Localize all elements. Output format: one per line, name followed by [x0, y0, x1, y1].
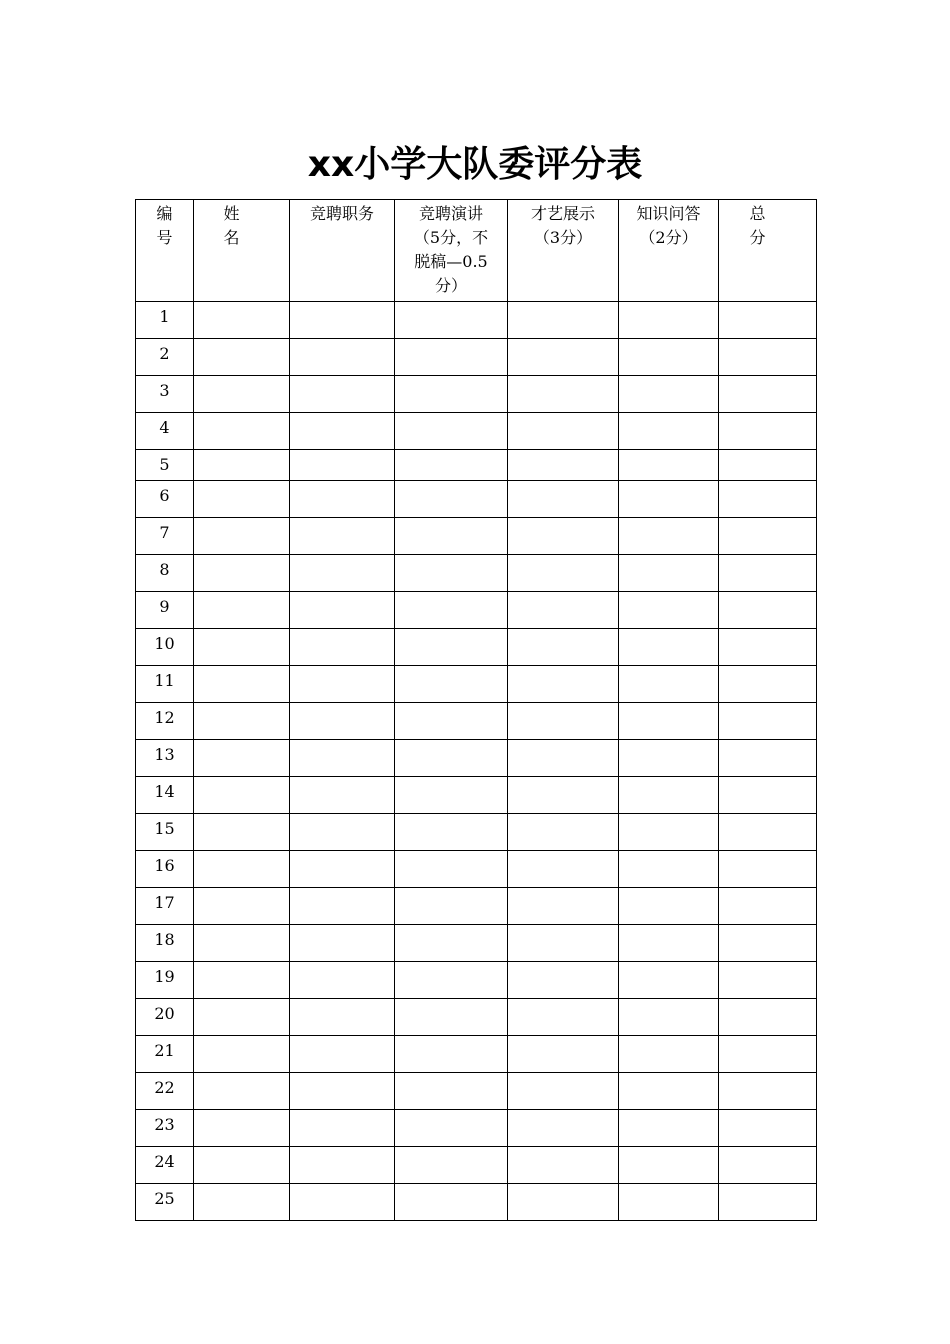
row-number-cell: 25 [136, 1184, 194, 1221]
quiz-score-cell[interactable] [619, 1110, 719, 1147]
quiz-score-cell[interactable] [619, 302, 719, 339]
talent-score-cell[interactable] [508, 450, 619, 481]
position-cell[interactable] [290, 629, 395, 666]
table-row [136, 925, 817, 962]
position-cell[interactable] [290, 703, 395, 740]
total-score-cell[interactable] [719, 925, 817, 962]
speech-score-cell[interactable] [395, 777, 508, 814]
name-cell[interactable] [194, 851, 290, 888]
speech-score-cell[interactable] [395, 450, 508, 481]
row-number-cell: 23 [136, 1110, 194, 1147]
table-row [136, 703, 817, 740]
name-cell[interactable] [194, 1036, 290, 1073]
position-cell[interactable] [290, 1036, 395, 1073]
table-row [136, 740, 817, 777]
speech-score-cell[interactable] [395, 376, 508, 413]
total-score-cell[interactable] [719, 999, 817, 1036]
name-cell[interactable] [194, 740, 290, 777]
speech-score-cell[interactable] [395, 1184, 508, 1221]
quiz-score-cell[interactable] [619, 666, 719, 703]
table-row [136, 777, 817, 814]
total-score-cell[interactable] [719, 376, 817, 413]
total-score-cell[interactable] [719, 851, 817, 888]
row-number-cell: 5 [136, 450, 194, 481]
talent-score-cell[interactable] [508, 1110, 619, 1147]
total-score-cell[interactable] [719, 1147, 817, 1184]
row-number-cell: 22 [136, 1073, 194, 1110]
row-number-cell: 2 [136, 339, 194, 376]
total-score-cell[interactable] [719, 814, 817, 851]
position-cell[interactable] [290, 518, 395, 555]
name-cell[interactable] [194, 481, 290, 518]
position-cell[interactable] [290, 450, 395, 481]
quiz-score-cell[interactable] [619, 1184, 719, 1221]
speech-score-cell[interactable] [395, 888, 508, 925]
row-number-cell: 1 [136, 302, 194, 339]
speech-score-cell[interactable] [395, 1147, 508, 1184]
name-cell[interactable] [194, 777, 290, 814]
speech-score-cell[interactable] [395, 740, 508, 777]
quiz-score-cell[interactable] [619, 1073, 719, 1110]
row-number-cell: 19 [136, 962, 194, 999]
speech-score-cell[interactable] [395, 814, 508, 851]
header-position: 竞聘职务 [290, 200, 395, 302]
position-cell[interactable] [290, 481, 395, 518]
quiz-score-cell[interactable] [619, 555, 719, 592]
table-row [136, 592, 817, 629]
quiz-score-cell[interactable] [619, 925, 719, 962]
talent-score-cell[interactable] [508, 413, 619, 450]
header-talent [508, 200, 619, 302]
quiz-score-cell[interactable] [619, 888, 719, 925]
header-total: 总 分 [719, 200, 817, 302]
talent-score-cell[interactable] [508, 962, 619, 999]
total-score-cell[interactable] [719, 481, 817, 518]
header-speech [395, 200, 508, 302]
talent-score-cell[interactable] [508, 518, 619, 555]
row-number-cell: 9 [136, 592, 194, 629]
name-cell[interactable] [194, 413, 290, 450]
speech-score-cell[interactable] [395, 592, 508, 629]
name-cell[interactable] [194, 518, 290, 555]
talent-score-cell[interactable] [508, 888, 619, 925]
table-row [136, 481, 817, 518]
name-cell[interactable] [194, 999, 290, 1036]
header-number [136, 200, 194, 302]
score-table [135, 199, 817, 1221]
talent-score-cell[interactable] [508, 1073, 619, 1110]
quiz-score-cell[interactable] [619, 1147, 719, 1184]
talent-score-cell[interactable] [508, 999, 619, 1036]
quiz-score-cell[interactable] [619, 1036, 719, 1073]
total-score-cell[interactable] [719, 962, 817, 999]
speech-score-cell[interactable] [395, 518, 508, 555]
position-cell[interactable] [290, 999, 395, 1036]
total-score-cell[interactable] [719, 592, 817, 629]
header-number-label: 编号 [156, 204, 173, 247]
talent-score-cell[interactable] [508, 777, 619, 814]
talent-score-cell[interactable] [508, 629, 619, 666]
name-cell[interactable] [194, 666, 290, 703]
position-cell[interactable] [290, 555, 395, 592]
row-number-cell: 4 [136, 413, 194, 450]
speech-score-cell[interactable] [395, 1073, 508, 1110]
position-cell[interactable] [290, 740, 395, 777]
total-score-cell[interactable] [719, 666, 817, 703]
header-quiz-label: 知识问答（2分） [636, 204, 701, 247]
talent-score-cell[interactable] [508, 740, 619, 777]
quiz-score-cell[interactable] [619, 518, 719, 555]
position-cell[interactable] [290, 666, 395, 703]
quiz-score-cell[interactable] [619, 481, 719, 518]
total-score-cell[interactable] [719, 1184, 817, 1221]
talent-score-cell[interactable] [508, 376, 619, 413]
total-score-cell[interactable] [719, 777, 817, 814]
row-number-cell: 20 [136, 999, 194, 1036]
speech-score-cell[interactable] [395, 555, 508, 592]
name-cell[interactable] [194, 1184, 290, 1221]
position-cell[interactable] [290, 1147, 395, 1184]
position-cell[interactable] [290, 592, 395, 629]
quiz-score-cell[interactable] [619, 703, 719, 740]
table-row [136, 814, 817, 851]
quiz-score-cell[interactable] [619, 592, 719, 629]
row-number-cell: 18 [136, 925, 194, 962]
header-row [136, 200, 817, 302]
speech-score-cell[interactable] [395, 339, 508, 376]
quiz-score-cell[interactable] [619, 777, 719, 814]
total-score-cell[interactable] [719, 888, 817, 925]
name-cell[interactable] [194, 1147, 290, 1184]
header-speech-label: 竞聘演讲（5分，不脱稿—0.5分） [413, 204, 489, 295]
speech-score-cell[interactable] [395, 413, 508, 450]
name-cell[interactable] [194, 1110, 290, 1147]
position-cell[interactable] [290, 814, 395, 851]
name-cell[interactable] [194, 888, 290, 925]
table-row [136, 629, 817, 666]
position-cell[interactable] [290, 851, 395, 888]
total-score-cell[interactable] [719, 518, 817, 555]
speech-score-cell[interactable] [395, 999, 508, 1036]
talent-score-cell[interactable] [508, 666, 619, 703]
row-number-cell: 6 [136, 481, 194, 518]
name-cell[interactable] [194, 1073, 290, 1110]
position-cell[interactable] [290, 962, 395, 999]
name-cell[interactable] [194, 592, 290, 629]
speech-score-cell[interactable] [395, 481, 508, 518]
name-cell[interactable] [194, 302, 290, 339]
position-cell[interactable] [290, 1110, 395, 1147]
total-score-cell[interactable] [719, 339, 817, 376]
position-cell[interactable] [290, 925, 395, 962]
table-row [136, 851, 817, 888]
row-number-cell: 14 [136, 777, 194, 814]
speech-score-cell[interactable] [395, 666, 508, 703]
talent-score-cell[interactable] [508, 481, 619, 518]
position-cell[interactable] [290, 413, 395, 450]
header-name: 姓 名 [194, 200, 290, 302]
speech-score-cell[interactable] [395, 1110, 508, 1147]
position-cell[interactable] [290, 302, 395, 339]
table-row [136, 1073, 817, 1110]
total-score-cell[interactable] [719, 1036, 817, 1073]
talent-score-cell[interactable] [508, 339, 619, 376]
header-quiz [619, 200, 719, 302]
quiz-score-cell[interactable] [619, 339, 719, 376]
name-cell[interactable] [194, 814, 290, 851]
name-cell[interactable] [194, 339, 290, 376]
quiz-score-cell[interactable] [619, 999, 719, 1036]
table-body [136, 302, 817, 1221]
total-score-cell[interactable] [719, 703, 817, 740]
total-score-cell[interactable] [719, 450, 817, 481]
table-row [136, 1184, 817, 1221]
table-row [136, 450, 817, 481]
quiz-score-cell[interactable] [619, 629, 719, 666]
talent-score-cell[interactable] [508, 555, 619, 592]
name-cell[interactable] [194, 450, 290, 481]
table-row [136, 1036, 817, 1073]
total-score-cell[interactable] [719, 413, 817, 450]
total-score-cell[interactable] [719, 740, 817, 777]
speech-score-cell[interactable] [395, 925, 508, 962]
talent-score-cell[interactable] [508, 302, 619, 339]
table-row [136, 555, 817, 592]
total-score-cell[interactable] [719, 555, 817, 592]
speech-score-cell[interactable] [395, 629, 508, 666]
name-cell[interactable] [194, 962, 290, 999]
table-row [136, 888, 817, 925]
row-number-cell: 8 [136, 555, 194, 592]
row-number-cell: 10 [136, 629, 194, 666]
table-row [136, 999, 817, 1036]
row-number-cell: 24 [136, 1147, 194, 1184]
row-number-cell: 11 [136, 666, 194, 703]
speech-score-cell[interactable] [395, 302, 508, 339]
talent-score-cell[interactable] [508, 1147, 619, 1184]
table-row [136, 666, 817, 703]
table-row [136, 1110, 817, 1147]
row-number-cell: 21 [136, 1036, 194, 1073]
position-cell[interactable] [290, 777, 395, 814]
talent-score-cell[interactable] [508, 925, 619, 962]
total-score-cell[interactable] [719, 629, 817, 666]
speech-score-cell[interactable] [395, 1036, 508, 1073]
talent-score-cell[interactable] [508, 592, 619, 629]
quiz-score-cell[interactable] [619, 376, 719, 413]
row-number-cell: 13 [136, 740, 194, 777]
quiz-score-cell[interactable] [619, 814, 719, 851]
quiz-score-cell[interactable] [619, 740, 719, 777]
position-cell[interactable] [290, 376, 395, 413]
header-talent-label: 才艺展示（3分） [530, 204, 595, 247]
talent-score-cell[interactable] [508, 814, 619, 851]
name-cell[interactable] [194, 629, 290, 666]
position-cell[interactable] [290, 1184, 395, 1221]
row-number-cell: 15 [136, 814, 194, 851]
page-title: xx小学大队委评分表 [307, 144, 643, 185]
row-number-cell: 7 [136, 518, 194, 555]
quiz-score-cell[interactable] [619, 413, 719, 450]
position-cell[interactable] [290, 339, 395, 376]
table-row [136, 962, 817, 999]
table-row [136, 518, 817, 555]
row-number-cell: 16 [136, 851, 194, 888]
talent-score-cell[interactable] [508, 851, 619, 888]
speech-score-cell[interactable] [395, 962, 508, 999]
speech-score-cell[interactable] [395, 703, 508, 740]
table-row [136, 376, 817, 413]
row-number-cell: 17 [136, 888, 194, 925]
position-cell[interactable] [290, 888, 395, 925]
quiz-score-cell[interactable] [619, 851, 719, 888]
quiz-score-cell[interactable] [619, 962, 719, 999]
talent-score-cell[interactable] [508, 703, 619, 740]
talent-score-cell[interactable] [508, 1184, 619, 1221]
quiz-score-cell[interactable] [619, 450, 719, 481]
table-row [136, 302, 817, 339]
row-number-cell: 3 [136, 376, 194, 413]
speech-score-cell[interactable] [395, 851, 508, 888]
total-score-cell[interactable] [719, 1110, 817, 1147]
total-score-cell[interactable] [719, 302, 817, 339]
position-cell[interactable] [290, 1073, 395, 1110]
name-cell[interactable] [194, 703, 290, 740]
total-score-cell[interactable] [719, 1073, 817, 1110]
name-cell[interactable] [194, 376, 290, 413]
talent-score-cell[interactable] [508, 1036, 619, 1073]
table-row [136, 413, 817, 450]
table-row [136, 1147, 817, 1184]
row-number-cell: 12 [136, 703, 194, 740]
table-row [136, 339, 817, 376]
name-cell[interactable] [194, 925, 290, 962]
name-cell[interactable] [194, 555, 290, 592]
